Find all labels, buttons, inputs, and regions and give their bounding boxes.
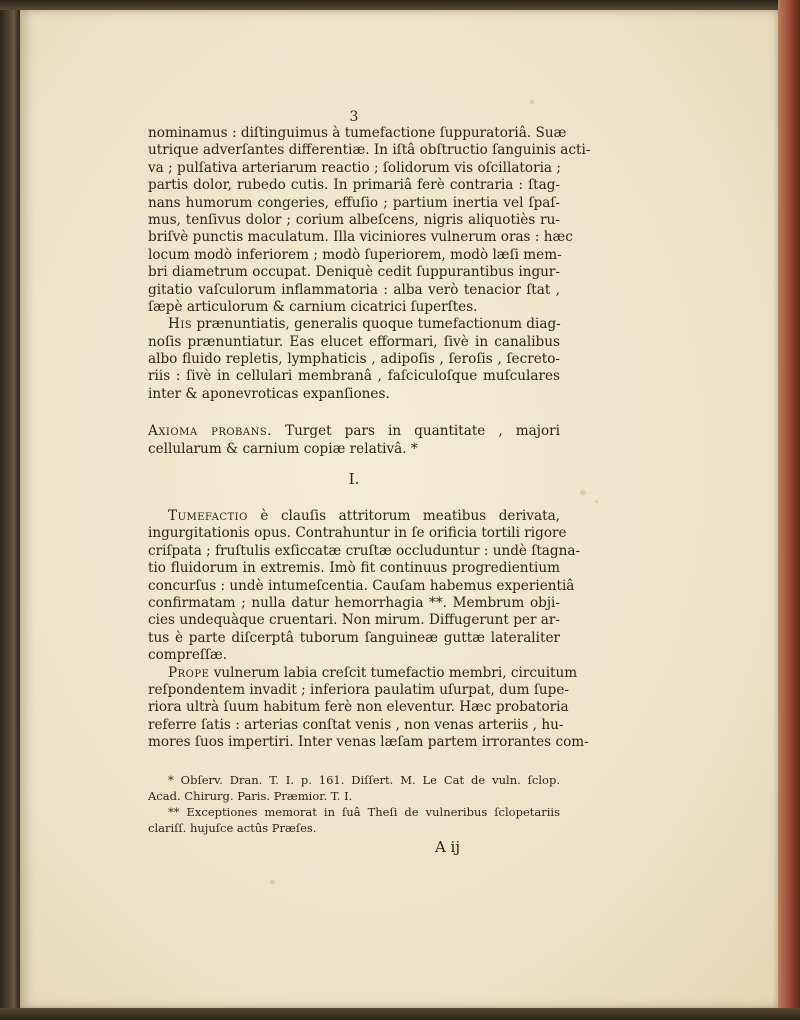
text-line: compreſſæ. bbox=[148, 647, 228, 664]
text-line: tus è parte diſcerptâ tuborum ſanguineæ guttæ lateraliter bbox=[148, 629, 560, 646]
page-top-edge bbox=[0, 0, 800, 10]
text-line: utrique adverſantes differentiæ. In iſtâ obſtructio ſanguinis acti- bbox=[148, 142, 591, 159]
text-line: riis : ſivè in cellulari membranâ , faſciculoſque muſculares bbox=[148, 368, 560, 385]
text-line: locum modò inferiorem ; modò ſuperiorem, modò læſi mem- bbox=[148, 246, 562, 263]
axiom bbox=[148, 423, 560, 458]
paragraph bbox=[148, 316, 560, 403]
footnote-line: * Obſerv. Dran. T. I. p. 161. Diſſert. M. Le Cat de vuln. ſclop. bbox=[168, 772, 560, 787]
text-line bbox=[148, 423, 560, 440]
text-run: vulnerum labia creſcit tumefactio membri, circuitum bbox=[209, 664, 578, 681]
page-text bbox=[148, 109, 591, 856]
text-line: ſæpè articulorum & carnium cicatrici ſuperſtes. bbox=[148, 298, 478, 315]
text-line: mores ſuos impertiri. Inter venas læſam partem irrorantes com- bbox=[148, 734, 589, 751]
signature-mark: A ij bbox=[434, 837, 460, 856]
text-line bbox=[148, 664, 578, 682]
text-line: briſvè punctis maculatum. Illa viciniores vulnerum oras : hæc bbox=[148, 229, 573, 246]
paragraph bbox=[148, 125, 591, 316]
text-line: confirmatam ; nulla datur hemorrhagia **. Membrum obji- bbox=[148, 594, 560, 611]
paper-spot bbox=[530, 100, 534, 104]
footnotes bbox=[148, 772, 560, 836]
text-line: bri diametrum occupat. Deniquè cedit ſuppurantibus ingur- bbox=[148, 264, 560, 281]
text-line: mus, tenſivus dolor ; corium albeſcens, nigris aliquotiès ru- bbox=[148, 211, 560, 228]
text-line: cellularum & carnium copiæ relativâ. * bbox=[148, 440, 418, 457]
text-run: Turget pars in quantitate , majori bbox=[272, 423, 560, 440]
paragraph bbox=[148, 664, 589, 752]
paper-spot bbox=[595, 500, 598, 503]
page-right-edge bbox=[778, 0, 800, 1020]
text-line: albo fluido repletis, lymphaticis , adipoſis , ſeroſis , ſecreto- bbox=[148, 351, 560, 368]
lead-word: Prope bbox=[168, 664, 210, 681]
text-line: partis dolor, rubedo cutis. In primariâ ferè contraria : ſtag- bbox=[148, 177, 560, 194]
text-line: referre ſatis : arterias conſtat venis , non venas arteriis , hu- bbox=[148, 716, 564, 733]
text-line: riora ultrà ſuum habitum ferè non eleventur. Hæc probatoria bbox=[148, 699, 569, 716]
text-line: cies undequàque cruentari. Non mirum. Diffugerunt per ar- bbox=[148, 612, 560, 629]
lead-word: Tumefactio bbox=[168, 508, 248, 525]
page-number: 3 bbox=[349, 109, 359, 125]
text-line bbox=[148, 508, 560, 525]
text-line: nans humorum congeries, effuſio ; partium inertia vel ſpaſ- bbox=[148, 194, 560, 211]
paragraph bbox=[148, 508, 581, 665]
text-run: è clauſis attritorum meatibus derivata, bbox=[247, 508, 560, 525]
text-line bbox=[148, 316, 560, 333]
text-line: inter & aponevroticas expanſiones. bbox=[148, 385, 390, 402]
page-bottom-edge bbox=[0, 1008, 800, 1020]
text-line: noſis prænuntiatur. Eas elucet efformari, ſivè in canalibus bbox=[148, 333, 560, 350]
section-heading: I. bbox=[348, 470, 360, 489]
footnote-line: ** Exceptiones memorat in ſuâ Theſi de vulneribus ſclopetariis bbox=[168, 804, 560, 819]
text-line: criſpata ; fruſtulis exſiccatæ cruſtæ occluduntur : undè ſtagna- bbox=[148, 542, 581, 559]
paper-spot bbox=[580, 490, 586, 495]
text-run: prænuntiatis, generalis quoque tumefactionum diag- bbox=[192, 316, 561, 333]
text-line: gitatio vaſculorum inflammatoria : alba verò tenacior ſtat , bbox=[148, 281, 560, 298]
text-line: nominamus : diſtinguimus à tumefactione ſuppuratoriâ. Suæ bbox=[148, 125, 567, 141]
paper-spot bbox=[270, 880, 275, 884]
lead-word: His bbox=[168, 316, 193, 333]
text-line: reſpondentem invadit ; inferiora paulatim uſurpat, dum ſupe- bbox=[148, 681, 569, 698]
text-line: va ; pulſativa arteriarum reactio ; ſolidorum vis oſcillatoria ; bbox=[148, 159, 561, 176]
axiom-label: Axioma probans. bbox=[148, 423, 273, 440]
text-line: concurſus : undè intumeſcentia. Cauſam habemus experientiâ bbox=[148, 577, 575, 594]
text-line: tio fluidorum in extremis. Imò fit continuus progredientium bbox=[148, 560, 560, 577]
footnote-line: clariſſ. hujuſce actûs Præſes. bbox=[148, 820, 317, 835]
text-line: ingurgitationis opus. Contrahuntur in ſe orificia tortili rigore bbox=[148, 525, 567, 542]
footnote-line: Acad. Chirurg. Paris. Præmior. T. I. bbox=[148, 788, 353, 803]
